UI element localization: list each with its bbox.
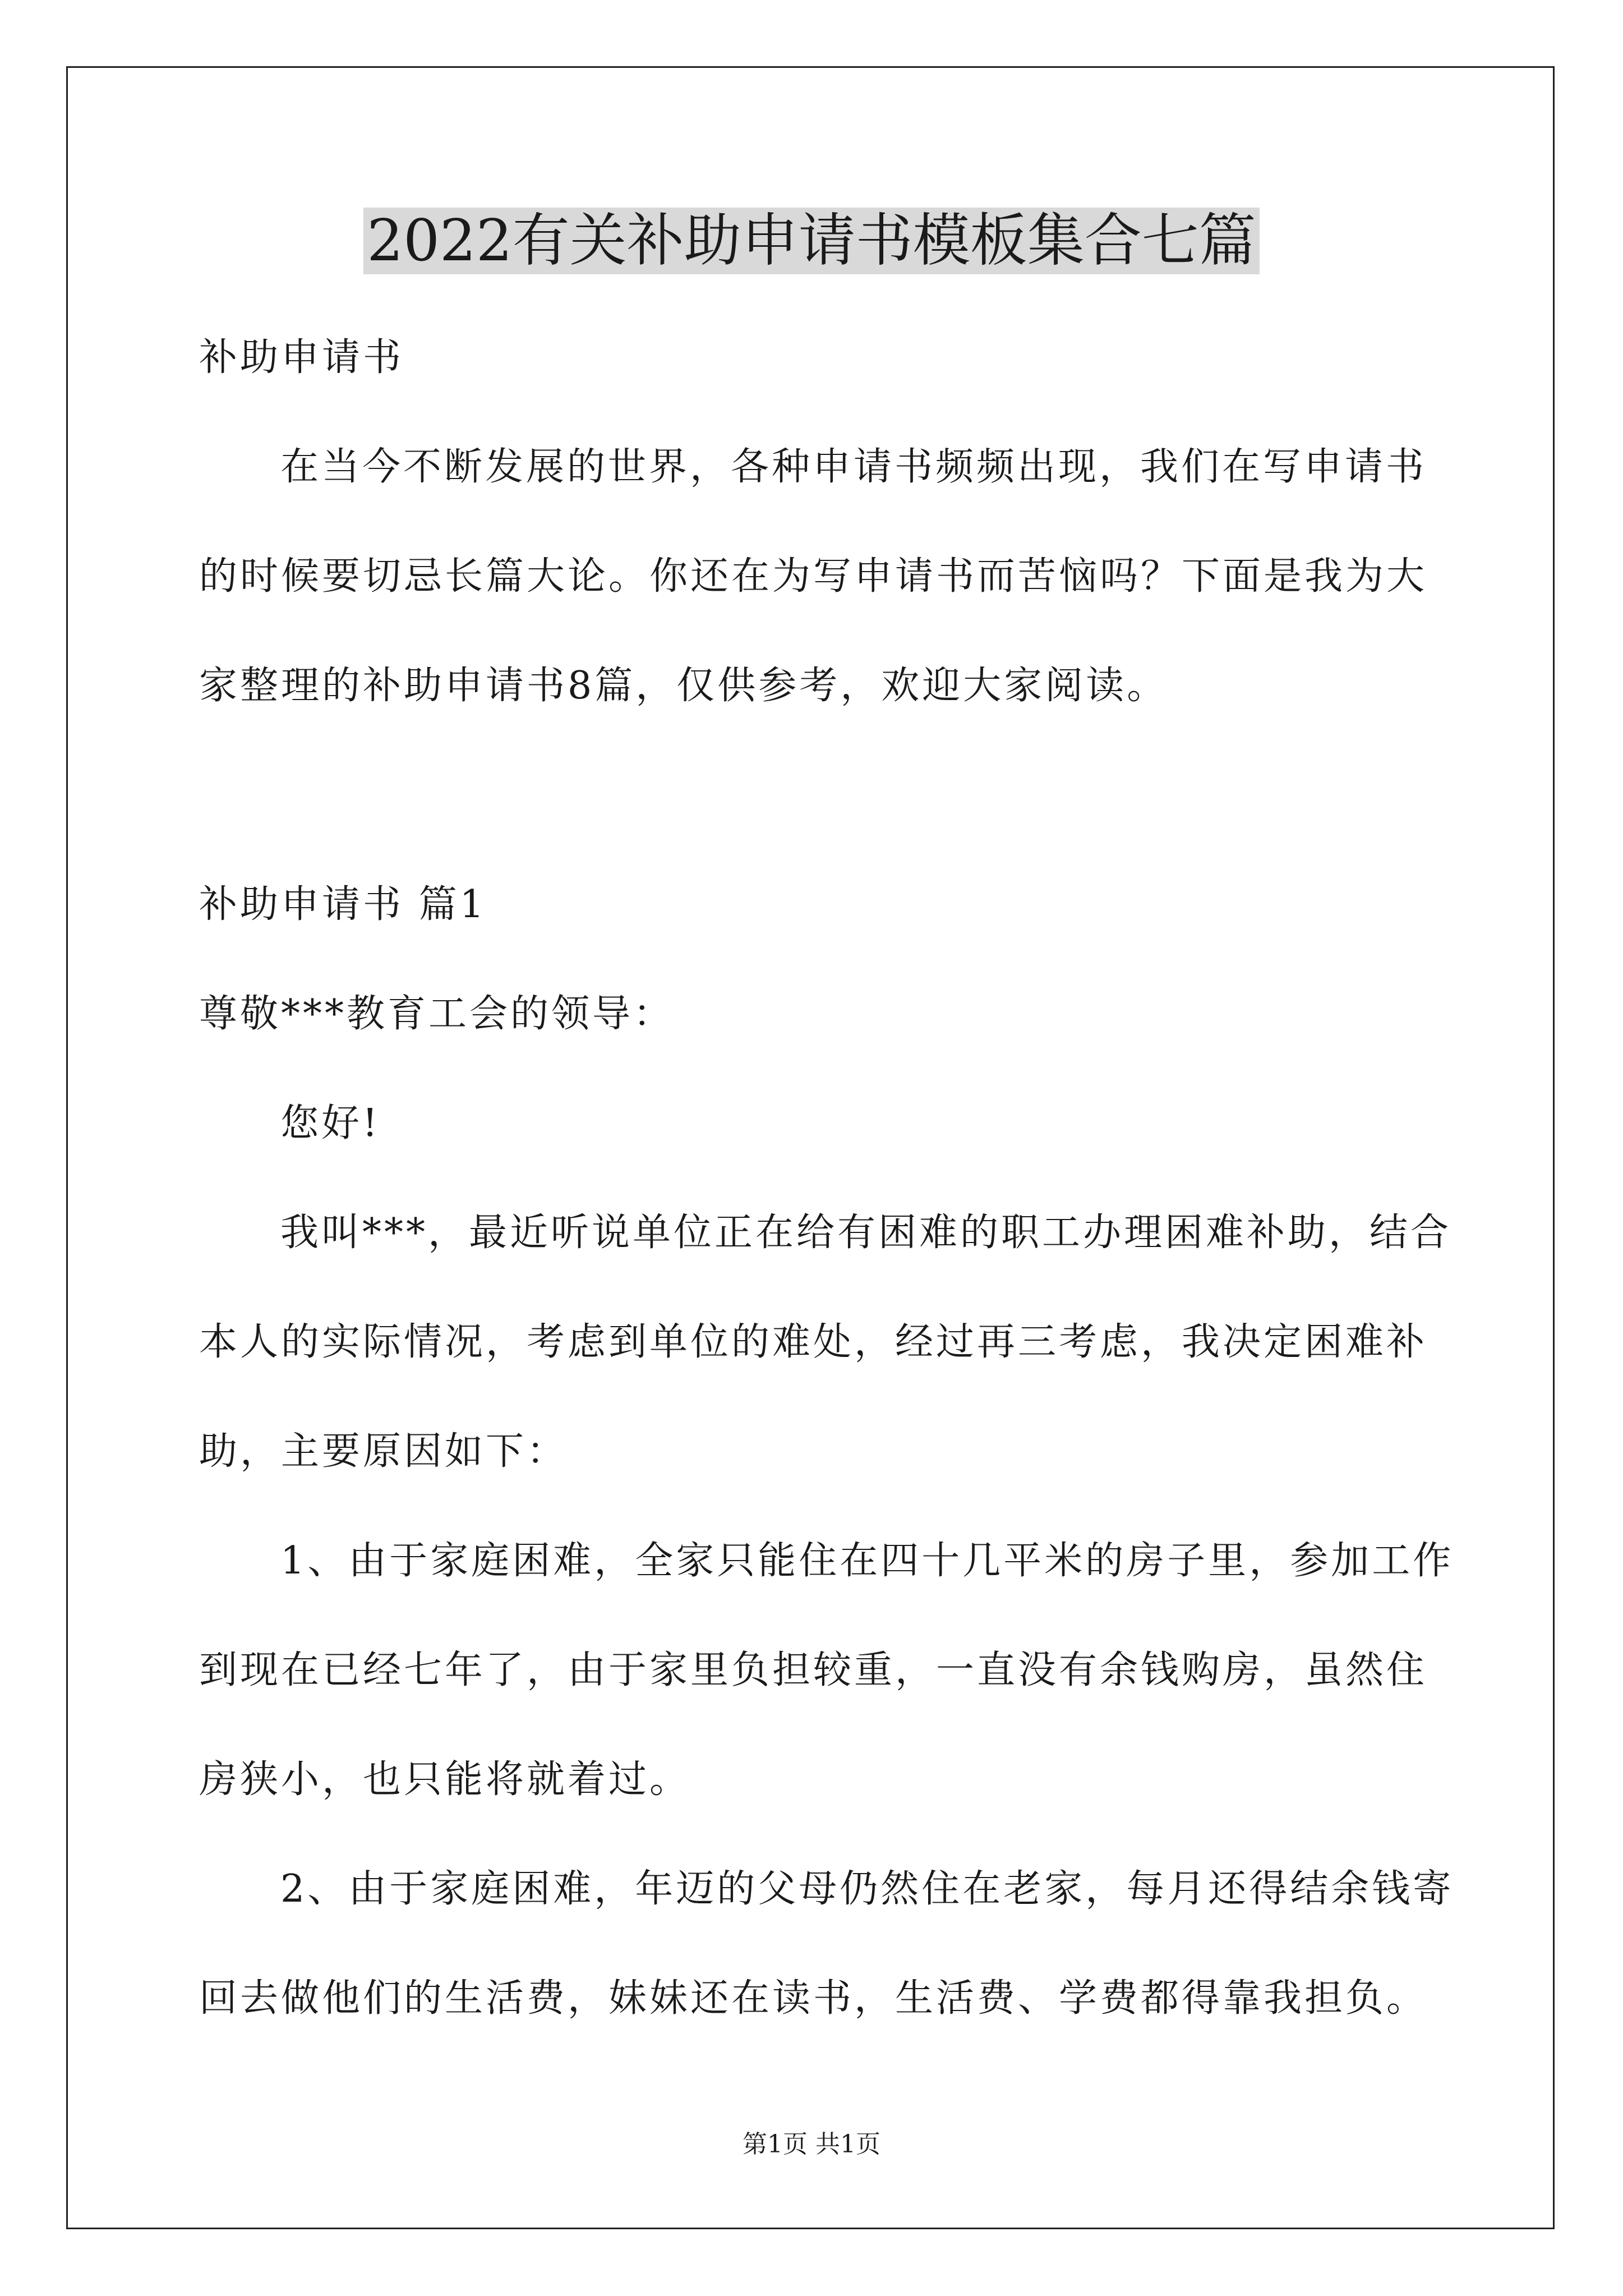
paragraph-line: 我叫***，最近听说单位正在给有困难的职工办理困难补助，结合 <box>280 1211 1452 1255</box>
salutation: 尊敬***教育工会的领导： <box>199 992 675 1036</box>
list-item-line: 回去做他们的生活费，妹妹还在读书，生活费、学费都得靠我担负。 <box>199 1976 1428 2021</box>
paragraph-line: 助，主要原因如下： <box>199 1429 568 1474</box>
greeting: 您好! <box>280 1101 381 1145</box>
document-title-text: 2022有关补助申请书模板集合七篇 <box>363 208 1260 274</box>
page-footer: 第1页 共1页 <box>743 2130 880 2159</box>
paragraph-line: 家整理的补助申请书8篇，仅供参考，欢迎大家阅读。 <box>199 664 1168 708</box>
paragraph-line: 在当今不断发展的世界，各种申请书频频出现，我们在写申请书 <box>280 445 1427 489</box>
document-title <box>0 205 1623 278</box>
paragraph-line: 本人的实际情况，考虑到单位的难处，经过再三考虑，我决定困难补 <box>199 1320 1428 1364</box>
list-item-line: 2、由于家庭困难，年迈的父母仍然住在老家，每月还得结余钱寄 <box>280 1867 1454 1911</box>
list-item-line: 到现在已经七年了，由于家里负担较重，一直没有余钱购房，虽然住 <box>199 1648 1428 1692</box>
paragraph-line: 的时候要切忌长篇大论。你还在为写申请书而苦恼吗？下面是我为大 <box>199 554 1428 599</box>
section-heading: 补助申请书 <box>199 335 404 380</box>
list-item-line: 1、由于家庭困难，全家只能住在四十几平米的房子里，参加工作 <box>280 1539 1454 1583</box>
list-item-line: 房狭小，也只能将就着过。 <box>199 1757 691 1802</box>
section-heading: 补助申请书 篇1 <box>199 882 487 927</box>
